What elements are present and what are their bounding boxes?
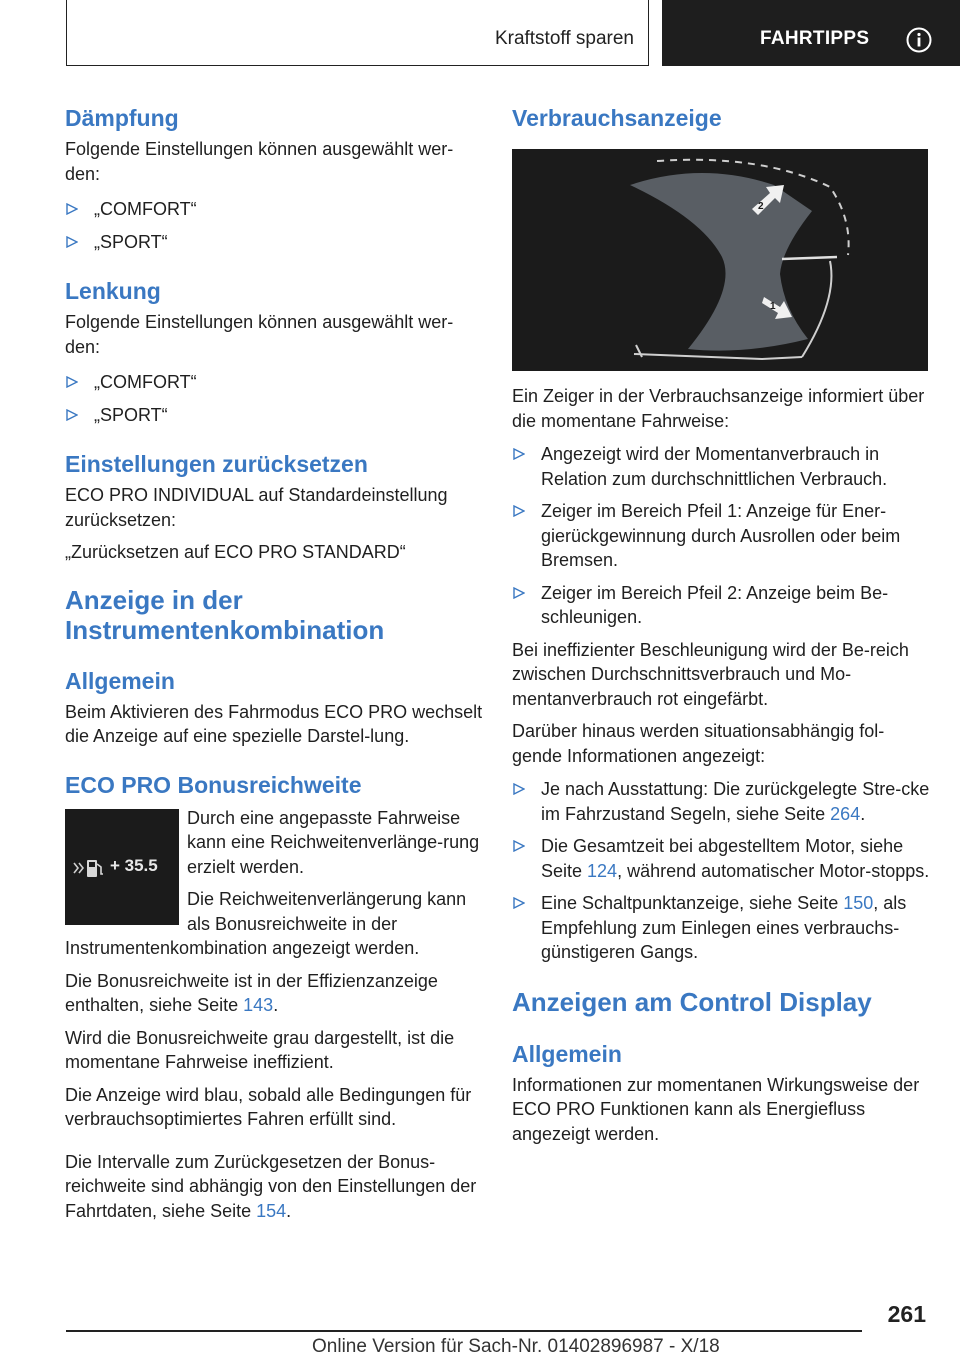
consumption-gauge-figure [512,149,928,371]
bonus-text-5: Die Anzeige wird blau, sobald alle Bedingungen für verbrauchsoptimiertes Fahren erfüllt sind. [65,1084,472,1129]
triangle-bullet-icon [513,783,525,795]
verbrauch-intro: Ein Zeiger in der Verbrauchsanzeige informiert über die momentane Fahrweise: [512,386,925,431]
triangle-bullet-icon [513,897,525,909]
page-link-264[interactable]: 264 [830,803,861,824]
list-item: Angezeigt wird der Momentanverbrauch in Relation zum durchschnittlichen Verbrauch. [512,442,932,491]
verbrauch-list [512,442,932,630]
heading-einstellungen-zuruecksetzen: Einstellungen zurücksetzen [65,451,368,477]
heading-daempfung: Dämpfung [65,105,179,131]
heading-allgemein-2: Allgemein [512,1040,622,1067]
list-item: Zeiger im Bereich Pfeil 2: Anzeige beim Be-schleunigen. [512,581,932,630]
page-number: 261 [887,1301,926,1327]
svg-text:1: 1 [770,301,776,312]
daempfung-list [65,197,485,254]
allgemein-text: Beim Aktivieren des Fahrmodus ECO PRO wechselt die Anzeige auf eine spezielle Darstel-lung. [65,701,483,746]
list-item: „SPORT“ [65,230,485,255]
list-item: Eine Schaltpunktanzeige, siehe Seite 150, als Empfehlung zum Einlegen eines verbrauchs-günstigeren Gangs. [512,891,932,965]
footer-version-text: Online Version für Sach-Nr. 01402896987 - X/18 [312,1336,720,1357]
lenkung-intro: Folgende Einstellungen können ausgewählt wer-den: [65,312,454,357]
triangle-bullet-icon [66,236,78,248]
heading-eco-pro-bonusreichweite: ECO PRO Bonusreichweite [65,771,362,798]
bonus-text-6: Die Intervalle zum Zurückgesetzen der Bonus-reichweite sind abhängig von den Einstellungen der Fahrtdaten, siehe Seite 154. [65,1151,477,1221]
list-item: „COMFORT“ [65,197,485,222]
triangle-bullet-icon [66,203,78,215]
reset-text: ECO PRO INDIVIDUAL auf Standardeinstellung zurücksetzen: [65,485,448,530]
triangle-bullet-icon [513,587,525,599]
page-link-154[interactable]: 154 [256,1200,287,1221]
page-link-150[interactable]: 150 [843,893,874,913]
left-column [65,100,485,1223]
triangle-bullet-icon [66,376,78,388]
footer-divider [66,1330,862,1332]
lenkung-list [65,370,485,427]
bonus-text-2: Die Reichweitenverlängerung kann als Bonusreichweite in der Instrumentenkombination angezeigt werden. [65,889,467,958]
page-link-124[interactable]: 124 [587,860,618,881]
verbrauch-list-2 [512,777,932,965]
allgemein2-text: Informationen zur momentanen Wirkungsweise der ECO PRO Funktionen kann als Energiefluss angezeigt werden. [512,1074,920,1144]
heading-anzeigen-control-display: Anzeigen am Control Display [512,986,872,1017]
header-chapter-title: FAHRTIPPS [760,28,870,49]
verbrauch-text-3: Darüber hinaus werden situationsabhängig fol-gende Informationen angezeigt: [512,721,885,766]
triangle-bullet-icon [513,448,525,460]
triangle-bullet-icon [66,409,78,421]
list-item: „SPORT“ [65,403,485,428]
list-item: Die Gesamtzeit bei abgestelltem Motor, siehe Seite 124, während automatischer Motor-stopps. [512,834,932,883]
info-icon [906,27,932,53]
svg-text:2: 2 [758,201,764,212]
bonus-text-3: Die Bonusreichweite ist in der Effizienzanzeige enthalten, siehe Seite 143. [65,970,438,1015]
heading-anzeige-instrumentenkombination: Anzeige in der Instrumentenkombination [65,584,385,645]
header-chapter-box [662,0,960,66]
bonus-block [65,806,485,1224]
header-section-box [66,0,649,66]
verbrauch-text-2: Bei ineffizienter Beschleunigung wird der Be-reich zwischen Durchschnittsverbrauch und Mo-mentanverbrauch rot eingefärbt. [512,639,909,709]
reset-command: „Zurücksetzen auf ECO PRO STANDARD“ [65,542,406,562]
fuel-pump-icon [73,858,113,880]
list-item: Je nach Ausstattung: Die zurückgelegte Stre-cke im Fahrzustand Segeln, siehe Seite 264. [512,777,932,826]
page-link-143[interactable]: 143 [243,995,274,1015]
page-header [0,0,960,66]
bonus-range-value: + 35.5 [110,855,158,875]
daempfung-intro: Folgende Einstellungen können ausgewählt wer-den: [65,139,454,184]
right-column [512,100,932,1146]
heading-allgemein: Allgemein [65,667,175,694]
header-section-title: Kraftstoff sparen [494,28,634,49]
triangle-bullet-icon [513,505,525,517]
heading-lenkung: Lenkung [65,278,161,304]
list-item: Zeiger im Bereich Pfeil 1: Anzeige für Ener-gierückgewinnung durch Ausrollen oder beim Bremsen. [512,499,932,573]
bonus-range-figure [65,809,179,925]
triangle-bullet-icon [513,840,525,852]
heading-verbrauchsanzeige: Verbrauchsanzeige [512,105,722,131]
bonus-text-4: Wird die Bonusreichweite grau dargestellt, ist die momentane Fahrweise ineffizient. [65,1027,455,1072]
bonus-text-1: Durch eine angepasste Fahrweise kann eine Reichweitenverlänge-rung erzielt werden. [187,807,480,877]
list-item: „COMFORT“ [65,370,485,395]
